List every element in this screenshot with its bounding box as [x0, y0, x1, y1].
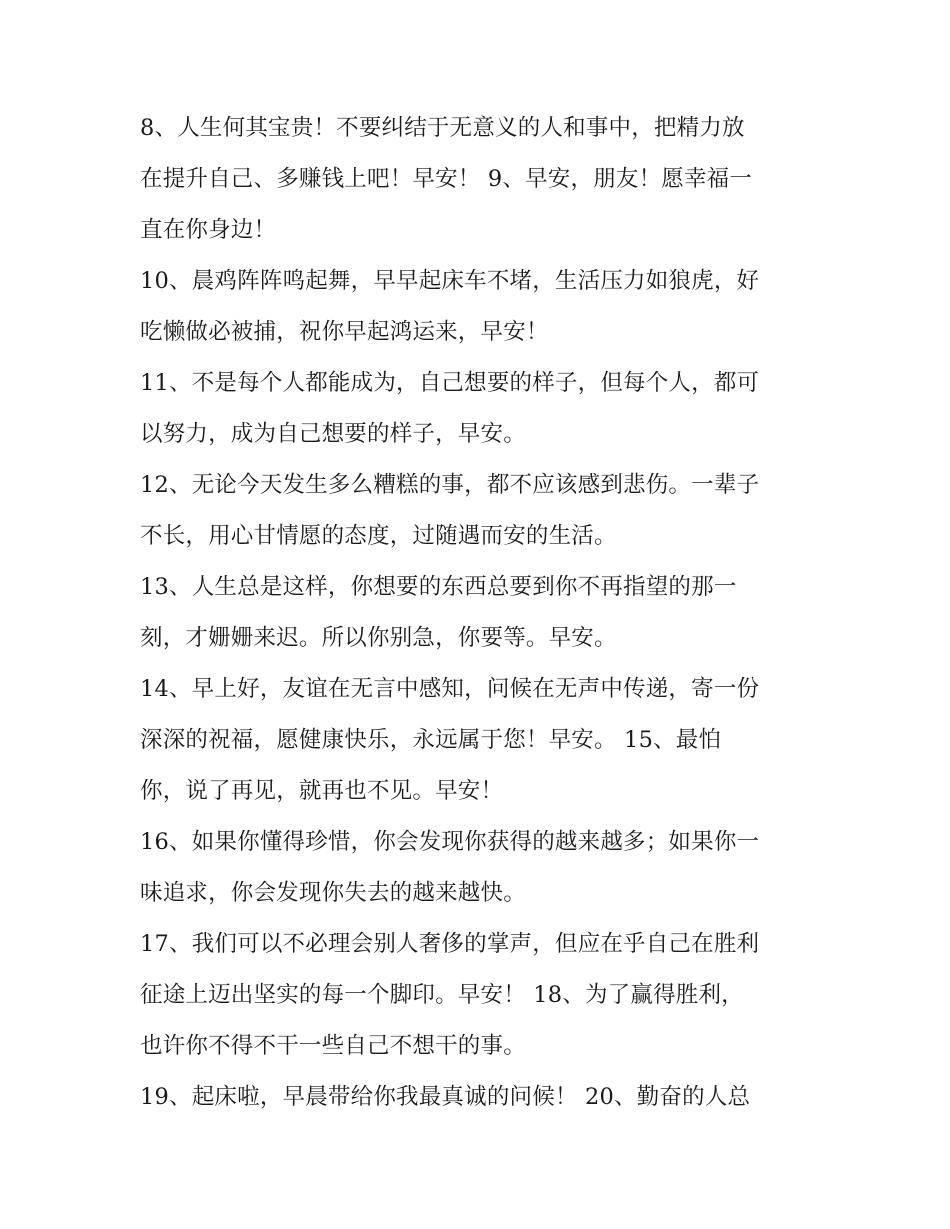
text-line: 不长，用心甘情愿的态度，过随遇而安的生活。: [140, 523, 617, 549]
text-line: 在提升自己、多赚钱上吧！早安！ 9、早安，朋友！愿幸福一: [140, 166, 753, 192]
text-line: 吃懒做必被捕，祝你早起鸿运来，早安！: [140, 319, 549, 345]
text-line: 10、晨鸡阵阵鸣起舞，早早起床车不堵，生活压力如狼虎，好: [140, 268, 760, 294]
text-line: 13、人生总是这样，你想要的东西总要到你不再指望的那一: [140, 574, 737, 600]
text-line: 味追求，你会发现你失去的越来越快。: [140, 880, 526, 906]
text-line: 17、我们可以不必理会别人奢侈的掌声，但应在乎自己在胜利: [140, 931, 760, 957]
text-line: 19、起床啦，早晨带给你我最真诚的问候！ 20、勤奋的人总: [140, 1084, 751, 1110]
text-body: [140, 103, 820, 1123]
text-line: 12、无论今天发生多么糟糕的事，都不应该感到悲伤。一辈子: [140, 472, 760, 498]
text-line: 你，说了再见，就再也不见。早安！: [140, 778, 504, 804]
text-line: 直在你身边！: [140, 217, 277, 243]
text-line: 征途上迈出坚实的每一个脚印。早安！ 18、为了赢得胜利，: [140, 982, 744, 1008]
text-line: 深深的祝福，愿健康快乐，永远属于您！早安。 15、最怕: [140, 727, 722, 753]
text-line: 14、早上好，友谊在无言中感知，问候在无声中传递，寄一份: [140, 676, 760, 702]
text-line: 以努力，成为自己想要的样子，早安。: [140, 421, 526, 447]
text-line: 11、不是每个人都能成为，自己想要的样子，但每个人，都可: [140, 370, 760, 396]
text-line: 8、人生何其宝贵！不要纠结于无意义的人和事中，把精力放: [140, 115, 745, 141]
text-line: 也许你不得不干一些自己不想干的事。: [140, 1033, 526, 1059]
text-line: 刻，才姗姗来迟。所以你别急，你要等。早安。: [140, 625, 617, 651]
text-line: 16、如果你懂得珍惜，你会发现你获得的越来越多；如果你一: [140, 829, 760, 855]
